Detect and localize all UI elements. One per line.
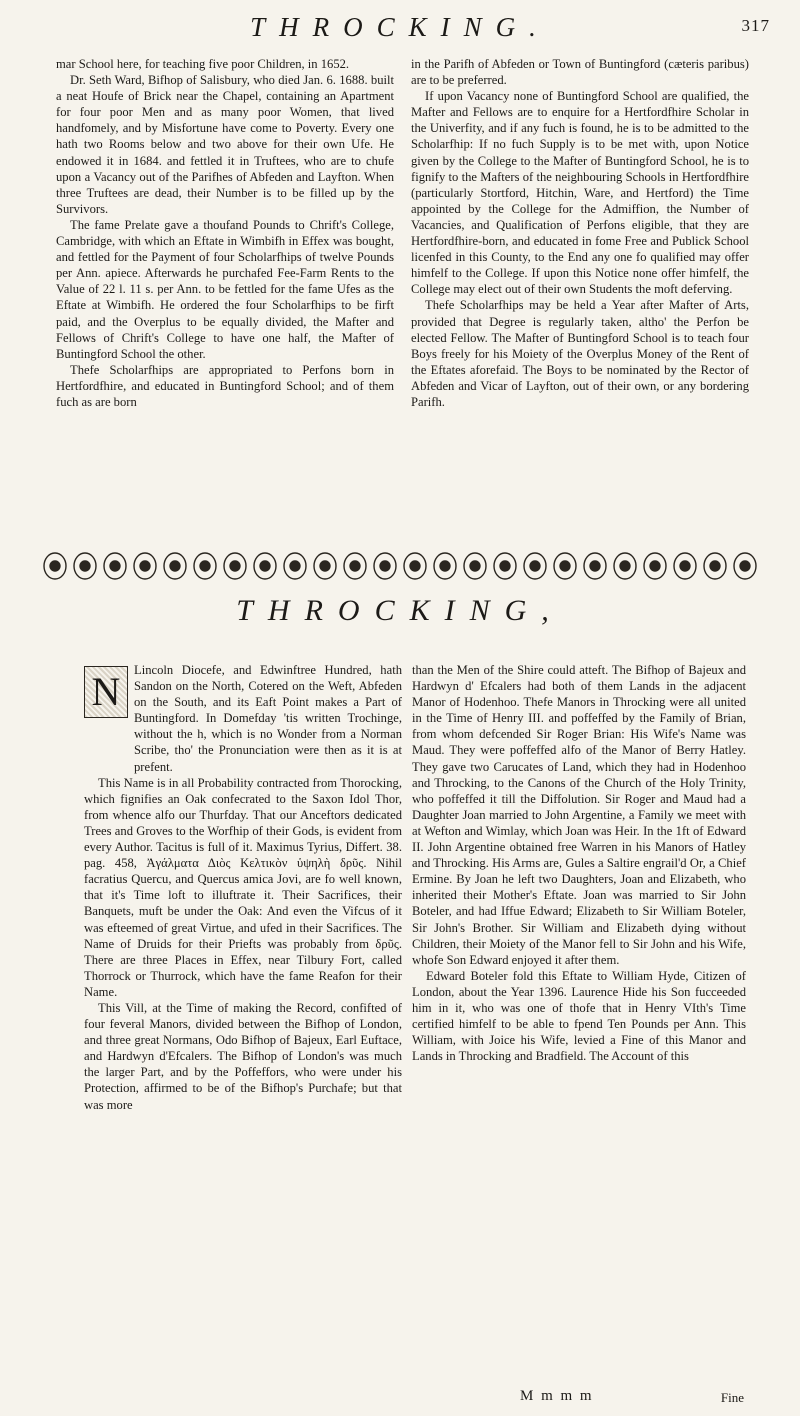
ornament-dot <box>140 561 150 571</box>
paragraph: Edward Boteler fold this Eftate to William Hyde, Citizen of London, about the Year 1396. Laurence Hide his Son fucceeded him in it, who was one of thofe that in Henry VIth's Time certified himfelf to be able to fpend Ten Pounds per Ann. This William, with Joice his Wife, levied a Fine of this Manor and Lands in Throcking and Bradfield. The Account of this <box>412 968 746 1064</box>
ornament-dot <box>170 561 180 571</box>
bottom-left-column <box>84 662 402 1113</box>
catchword: Fine <box>720 1390 744 1405</box>
top-right-column <box>411 56 749 410</box>
paragraph: mar School here, for teaching five poor Children, in 1652. <box>56 57 350 71</box>
ornament-dot <box>680 561 690 571</box>
ornament-dot <box>260 561 270 571</box>
ornament-dot <box>50 561 60 571</box>
paragraph: If upon Vacancy none of Buntingford School are qualified, the Mafter and Fellows are to enquire for a Hertfordfhire Scholar in the Univerfity, and if any fuch is found, he is to be admitted to the Scholarfhip: If no fuch Supply is to be met with, upon Notice given by the College to the Mafter of Buntingford School, he is to fignify to the Mafters of the neighbouring Schools in Hertfordfhire (particularly Stortford, Hitchin, Ware, and Hertford) the Time appointed by the College for the Admiffion, the Number of Vacancies, and Qualification of Perfons eligible, that they are Hertfordfhire-born, and educated in fome Free and Publick School licenfed in this County, to the End any one fo qualified may offer himfelf to the College. If upon this Notice none offer himfelf, the College may elect out of their own Students the moft deferving. <box>411 89 749 297</box>
paragraph: This Vill, at the Time of making the Record, confifted of four feveral Manors, divided between the Bifhop of London, and three great Normans, Odo Bifhop of Bajeux, Earl Euftace, and Hardwyn d'Efcalers. The Bifhop of London's was much the larger Part, and by the Poffeffors, who were under his Protection, affirmed to be of the Bifhop's Purchafe; but that was more <box>84 1000 402 1112</box>
ornament-dot <box>110 561 120 571</box>
ornament-dot <box>500 561 510 571</box>
section-heading: THROCKING, <box>236 594 564 627</box>
paragraph: This Name is in all Probability contracted from Thorocking, which fignifies an Oak confecrated to the Saxon Idol Thor, from whence alfo our Thurfday. That our Anceftors dedicated Trees and Groves to the Worfhip of their Gods, is evident from every Author. Tacitus is full of it. Maximus Tyrius, Differt. 38. pag. 458, Ἀγάλματα Διὸς Κελτικὸν ὑψηλὴ δρῦς. Nihil facratius Quercu, and Quercus amica Jovi, are fo well known, that it's Time loft to illuftrate it. Their Sacrifices, their Banquets, muft be under the Oak: And even the Vifcus of it was efteemed of great Virtue, and ufed in their Sacrifices. The Name of Druids for their Priefts was probably from δρῦς. There are three Places in Effex, near Tilbury Fort, called Thorrock or Thurrock, which have the fame Reafon for their Name. <box>84 775 402 999</box>
page-number: 317 <box>741 16 770 35</box>
running-head-title: THROCKING. <box>250 12 550 42</box>
ornament-dot <box>470 561 480 571</box>
paragraph: than the Men of the Shire could atteft. The Bifhop of Bajeux and Hardwyn d' Efcalers had both of them Lands in the adjacent Manor of Hodenhoo. Thefe Manors in Throcking were all united in the Time of Henry III. and poffeffed by the Family of Brian, from whom defcended Sir Roger Brian: His Wife's Name was Maud. They were poffeffed alfo of the Manor of Berry Hatley. They gave two Carucates of Land, which they had in Hodenhoo and Throcking, to the Canons of the Church of the Holy Trinity, who poffeffed it till the Diffolution. Sir Roger and Maud had a Daughter Joan married to John Argentine, a Family we meet with at Wefton and Wimlay, which Joan was Heir. In the 1ft of Edward II. John Argentine obtained free Warren in his Manors of Hatley and Throcking. His Arms are, Gules a Saltire engrail'd Or, a Chief Ermine. By Joan he left two Daughters, Joan and Elizabeth, who inherited their Mother's Eftate. Joan was married to Sir John Boteler, and had Iffue Edward; Elizabeth to Sir William Boteler, Sir John's Brother. Sir William and Elizabeth dying without Children, their Moiety of the Manor fell to Sir John and his Wife, whofe Son Edward enjoyed it after them. <box>412 663 746 967</box>
ornament-dot <box>710 561 720 571</box>
ornament-dot <box>650 561 660 571</box>
paragraph: in the Parifh of Abfeden or Town of Buntingford (cæteris paribus) are to be preferred. <box>411 57 749 88</box>
ornament-dot <box>560 561 570 571</box>
ornament-dot <box>740 561 750 571</box>
ornament-dot <box>440 561 450 571</box>
paragraph: The fame Prelate gave a thoufand Pounds to Chrift's College, Cambridge, with which an Eftate in Wimbifh in Effex was bought, and fettled for the Payment of four Scholarfhips of twelve Pounds per Ann. apiece. Afterwards he purchafed Fee-Farm Rents to the Value of 22 l. 11 s. per Ann. to be fettled for the fame Ufes as the Eftate at Wimbifh. He ordered the four Scholarfhips to be firft paid, and the Overplus to be equally divided, the Mafter and Fellows of Chrift's College to have one half, the Mafter of Buntingford School the other. <box>56 217 394 361</box>
decorative-border-ornament <box>40 546 760 586</box>
ornament-dot <box>380 561 390 571</box>
ornament-dot <box>590 561 600 571</box>
paragraph: Lincoln Diocefe, and Edwinftree Hundred, hath Sandon on the North, Cotered on the Weft, Abfeden on the South, and its Eaft Point makes a Part of Buntingford. In Domefday 'tis written Trochinge, without the h, which is no Wonder from a Norman Scribe, tho' the Pronunciation were then as it is at prefent. <box>134 663 402 774</box>
ornament-dot <box>80 561 90 571</box>
dropcap-letter: N <box>91 669 121 714</box>
paragraph: Dr. Seth Ward, Bifhop of Salisbury, who died Jan. 6. 1688. built a neat Houfe of Brick near the Chapel, containing an Apartment for four poor Men and as many poor Women, that lived handfomely, and by Misfortune have come to Poverty. Every one hath two Rooms below and two above for their own Ufe. He endowed it in 1684. and fettled it in Truftees, who are to chufe upon a Vacancy out of the Parifhes of Abfeden and Layfton. When three Truftees are dead, their Number is to be filled up by the Survivors. <box>56 73 394 216</box>
ornament-dot <box>290 561 300 571</box>
ornament-dot <box>320 561 330 571</box>
ornament-dot <box>230 561 240 571</box>
printer-signature: M m m m <box>520 1388 594 1404</box>
paragraph: Thefe Scholarfhips may be held a Year after Mafter of Arts, provided that Degree is regularly taken, altho' the Perfon be elected Fellow. The Mafter of Buntingford School is to teach four Boys freely for his Moiety of the Overplus Money of the Rent of the Eftates aforefaid. The Boys to be nominated by the Rector of Abfeden and Vicar of Layfton, out of their own, or any bordering Parifh. <box>411 298 749 409</box>
paragraph: Thefe Scholarfhips are appropriated to Perfons born in Hertfordfhire, and educated in Buntingford School; and of them fuch as are born <box>56 362 394 409</box>
ornament-dot <box>350 561 360 571</box>
ornament-dot <box>530 561 540 571</box>
bottom-right-column <box>412 662 746 1064</box>
ornament-dot <box>200 561 210 571</box>
top-left-column <box>56 56 394 410</box>
ornament-dot <box>410 561 420 571</box>
ornament-dot <box>620 561 630 571</box>
